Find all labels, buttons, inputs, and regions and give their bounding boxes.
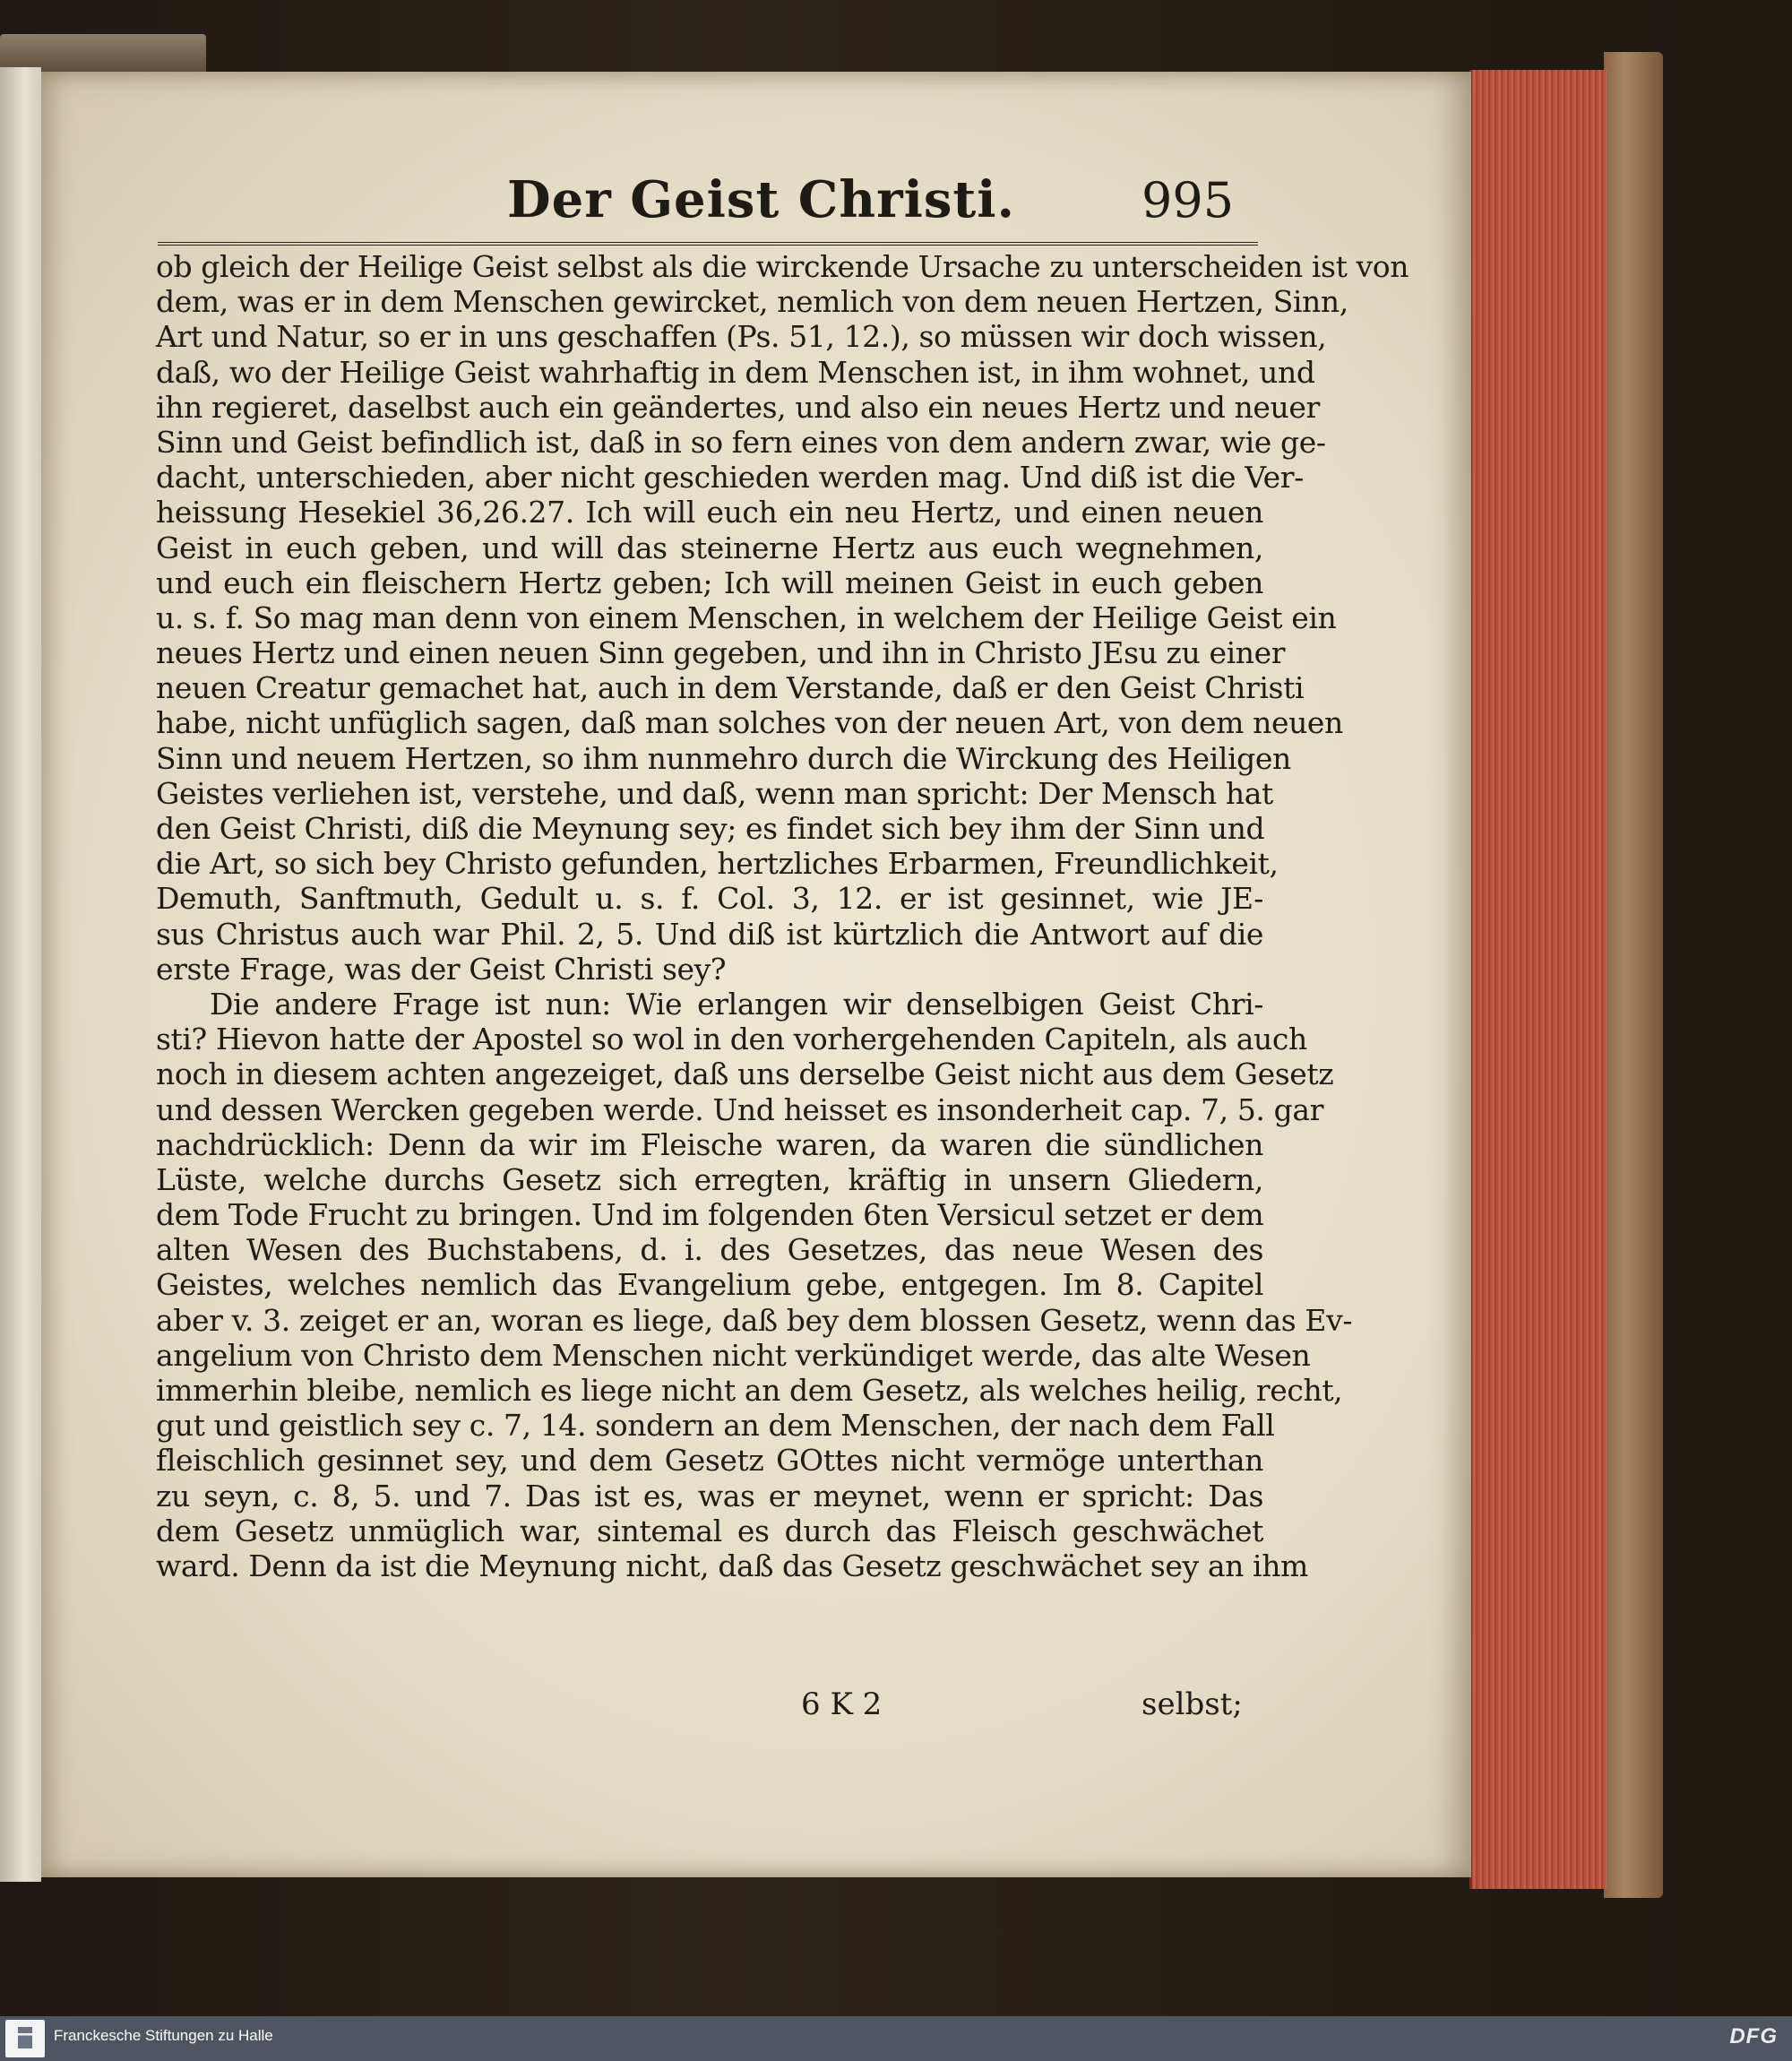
text-line: sus Christus auch war Phil. 2, 5. Und diß ist kürtzlich die Antwort auf die [156,916,1263,952]
text-line: Die andere Frage ist nun: Wie erlangen wir denselbigen Geist Chri- [210,986,1263,1022]
text-line: angelium von Christo dem Menschen nicht verkündiget werde, das alte Wesen [156,1337,1311,1373]
catchword: selbst; [1142,1686,1243,1722]
text-line: Demuth, Sanftmuth, Gedult u. s. f. Col. 3, 12. er ist gesinnet, wie JE- [156,881,1263,917]
text-line: Sinn und neuem Hertzen, so ihm nunmehro durch die Wirckung des Heiligen [156,740,1291,776]
dfg-logo: DFG [1729,2024,1778,2048]
text-line: gut und geistlich sey c. 7, 14. sondern an dem Menschen, der nach dem Fall [156,1408,1275,1444]
text-line: Geist in euch geben, und will das steinerne Hertz aus euch wegnehmen, [156,530,1263,565]
red-page-edges [1469,70,1607,1889]
running-head [41,170,1471,242]
text-line: die Art, so sich bey Christo gefunden, hertzliches Erbarmen, Freundlichkeit, [156,846,1279,882]
text-line: noch in diesem achten angezeiget, daß uns derselbe Geist nicht aus dem Gesetz [156,1056,1334,1092]
text-line: Sinn und Geist befindlich ist, daß in so fern eines von dem andern zwar, wie ge- [156,424,1326,460]
text-line: den Geist Christi, diß die Meynung sey; es findet sich bey ihm der Sinn und [156,811,1265,846]
institution-logo-icon[interactable] [5,2020,45,2057]
text-line: und dessen Wercken gegeben werde. Und heisset es insonderheit cap. 7, 5. gar [156,1091,1323,1127]
book-page [41,72,1471,1877]
institution-name[interactable]: Franckesche Stiftungen zu Halle [54,2027,273,2044]
text-line: habe, nicht unfüglich sagen, daß man solches von der neuen Art, von dem neuen [156,705,1343,741]
viewer-footer [0,2016,1792,2061]
text-line: nachdrücklich: Denn da wir im Fleische waren, da waren die sündlichen [156,1126,1263,1162]
running-title: Der Geist Christi. [507,170,1016,229]
text-line: dem Gesetz unmüglich war, sintemal es durch das Fleisch geschwächet [156,1513,1263,1548]
text-line: fleischlich gesinnet sey, und dem Gesetz GOttes nicht vermöge unterthan [156,1443,1263,1479]
text-line: und euch ein fleischern Hertz geben; Ich will meinen Geist in euch geben [156,565,1263,600]
body-text [156,249,1409,1583]
text-line: ob gleich der Heilige Geist selbst als die wirckende Ursache zu unterscheiden ist von [156,249,1409,284]
text-line: sti? Hievon hatte der Apostel so wol in den vorhergehenden Capiteln, als auch [156,1022,1307,1057]
text-line: aber v. 3. zeiget er an, woran es liege, daß bey dem blossen Gesetz, wenn das Ev- [156,1302,1353,1338]
back-cover-board [1604,52,1663,1898]
page-number: 995 [1142,172,1235,229]
left-page-edge [0,67,41,1882]
header-rule [158,242,1258,246]
text-line: neues Hertz und einen neuen Sinn gegeben, und ihn in Christo JEsu zu einer [156,635,1286,671]
signature-mark: 6 K 2 [801,1686,883,1722]
text-line: immerhin bleibe, nemlich es liege nicht an dem Gesetz, als welches heilig, recht, [156,1373,1343,1408]
text-line: daß, wo der Heilige Geist wahrhaftig in dem Menschen ist, in ihm wohnet, und [156,354,1315,390]
text-line: dacht, unterschieden, aber nicht geschieden werden mag. Und diß ist die Ver- [156,460,1304,496]
text-line: dem Tode Frucht zu bringen. Und im folgenden 6ten Versicul setzet er dem [156,1197,1264,1233]
text-line: Art und Natur, so er in uns geschaffen (Ps. 51, 12.), so müssen wir doch wissen, [156,319,1327,355]
text-line: heissung Hesekiel 36,26.27. Ich will euch ein neu Hertz, und einen neuen [156,495,1263,530]
text-line: alten Wesen des Buchstabens, d. i. des Gesetzes, das neue Wesen des [156,1232,1263,1268]
text-line: neuen Creatur gemachet hat, auch in dem Verstande, daß er den Geist Christi [156,670,1305,706]
text-line: Geistes verliehen ist, verstehe, und daß, wenn man spricht: Der Mensch hat [156,775,1273,811]
text-line: zu seyn, c. 8, 5. und 7. Das ist es, was er meynet, wenn er spricht: Das [156,1478,1263,1513]
text-line: u. s. f. So mag man denn von einem Menschen, in welchem der Heilige Geist ein [156,599,1337,635]
text-line: Geistes, welches nemlich das Evangelium gebe, entgegen. Im 8. Capitel [156,1267,1263,1303]
text-line: erste Frage, was der Geist Christi sey? [156,951,727,987]
text-line: dem, was er in dem Menschen gewircket, nemlich von dem neuen Hertzen, Sinn, [156,284,1348,320]
page-foot [41,1686,1471,1728]
text-line: ihn regieret, daselbst auch ein geändertes, und also ein neues Hertz und neuer [156,389,1320,425]
text-line: Lüste, welche durchs Gesetz sich erregten, kräftig in unsern Gliedern, [156,1161,1263,1197]
text-line: ward. Denn da ist die Meynung nicht, daß das Gesetz geschwächet sey an ihm [156,1548,1308,1583]
